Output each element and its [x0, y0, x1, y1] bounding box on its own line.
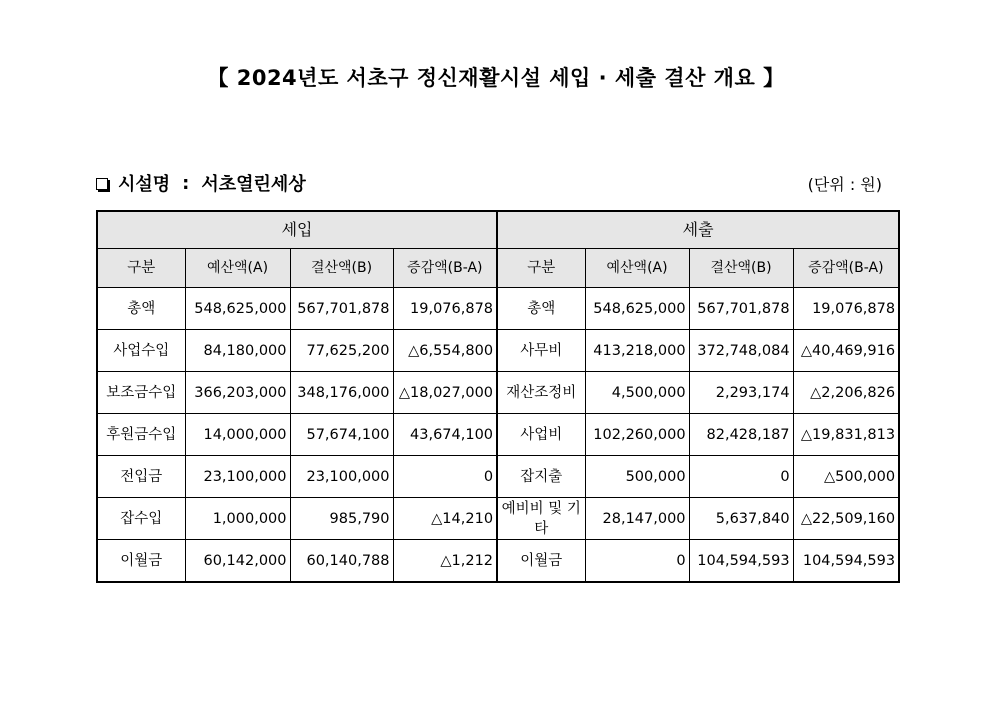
expenditure-budget: 0 [585, 540, 689, 583]
table-row [97, 372, 899, 414]
table-row [97, 330, 899, 372]
document-title: 【 2024년도 서초구 정신재활시설 세입 · 세출 결산 개요 】 [207, 66, 785, 90]
revenue-budget: 14,000,000 [185, 414, 290, 456]
expenditure-category: 사무비 [497, 330, 585, 372]
facility-separator: : [182, 172, 190, 194]
facility-name: 서초열린세상 [201, 174, 306, 195]
expenditure-settlement: 82,428,187 [689, 414, 793, 456]
revenue-change-header: 증감액(B-A) [393, 249, 497, 288]
revenue-category: 보조금수입 [97, 372, 185, 414]
checkbox-bullet-icon [96, 178, 108, 190]
expenditure-change: 104,594,593 [793, 540, 899, 583]
unit-label: (단위 : 원) [807, 175, 882, 194]
revenue-settlement: 60,140,788 [290, 540, 393, 583]
table-row [97, 456, 899, 498]
facility-label: 시설명 [118, 174, 171, 195]
revenue-settlement: 567,701,878 [290, 288, 393, 330]
expenditure-change: △19,831,813 [793, 414, 899, 456]
expenditure-budget: 500,000 [585, 456, 689, 498]
expenditure-budget: 102,260,000 [585, 414, 689, 456]
revenue-budget: 548,625,000 [185, 288, 290, 330]
expenditure-change: △500,000 [793, 456, 899, 498]
expenditure-settlement: 0 [689, 456, 793, 498]
expenditure-section-header: 세출 [497, 211, 899, 249]
expenditure-settlement: 372,748,084 [689, 330, 793, 372]
revenue-change: 43,674,100 [393, 414, 497, 456]
expenditure-settlement: 5,637,840 [689, 498, 793, 540]
revenue-budget: 84,180,000 [185, 330, 290, 372]
expenditure-budget: 4,500,000 [585, 372, 689, 414]
column-header-row [97, 249, 899, 288]
revenue-change: △6,554,800 [393, 330, 497, 372]
section-header-row [97, 211, 899, 249]
revenue-budget: 366,203,000 [185, 372, 290, 414]
expenditure-settlement-header: 결산액(B) [689, 249, 793, 288]
revenue-category: 사업수입 [97, 330, 185, 372]
expenditure-budget: 28,147,000 [585, 498, 689, 540]
expenditure-settlement: 567,701,878 [689, 288, 793, 330]
revenue-settlement: 77,625,200 [290, 330, 393, 372]
expenditure-category: 재산조정비 [497, 372, 585, 414]
revenue-settlement: 348,176,000 [290, 372, 393, 414]
revenue-budget-header: 예산액(A) [185, 249, 290, 288]
revenue-category: 전입금 [97, 456, 185, 498]
expenditure-settlement: 104,594,593 [689, 540, 793, 583]
table-row [97, 498, 899, 540]
revenue-settlement-header: 결산액(B) [290, 249, 393, 288]
budget-settlement-table [96, 210, 900, 583]
revenue-settlement: 57,674,100 [290, 414, 393, 456]
expenditure-budget: 548,625,000 [585, 288, 689, 330]
revenue-budget: 60,142,000 [185, 540, 290, 583]
expenditure-category: 예비비 및 기타 [497, 498, 585, 540]
expenditure-category-header: 구분 [497, 249, 585, 288]
revenue-settlement: 985,790 [290, 498, 393, 540]
expenditure-budget-header: 예산액(A) [585, 249, 689, 288]
revenue-change: △18,027,000 [393, 372, 497, 414]
revenue-settlement: 23,100,000 [290, 456, 393, 498]
revenue-change: △14,210 [393, 498, 497, 540]
revenue-category: 잡수입 [97, 498, 185, 540]
revenue-change: △1,212 [393, 540, 497, 583]
revenue-budget: 23,100,000 [185, 456, 290, 498]
revenue-category: 총액 [97, 288, 185, 330]
table-row [97, 540, 899, 583]
revenue-budget: 1,000,000 [185, 498, 290, 540]
expenditure-budget: 413,218,000 [585, 330, 689, 372]
expenditure-change: △22,509,160 [793, 498, 899, 540]
table-row [97, 288, 899, 330]
revenue-change: 19,076,878 [393, 288, 497, 330]
revenue-category-header: 구분 [97, 249, 185, 288]
expenditure-change: △40,469,916 [793, 330, 899, 372]
expenditure-change-header: 증감액(B-A) [793, 249, 899, 288]
revenue-change: 0 [393, 456, 497, 498]
expenditure-settlement: 2,293,174 [689, 372, 793, 414]
expenditure-category: 이월금 [497, 540, 585, 583]
facility-heading [96, 170, 306, 196]
expenditure-category: 총액 [497, 288, 585, 330]
expenditure-change: △2,206,826 [793, 372, 899, 414]
expenditure-change: 19,076,878 [793, 288, 899, 330]
revenue-category: 후원금수입 [97, 414, 185, 456]
expenditure-category: 사업비 [497, 414, 585, 456]
revenue-section-header: 세입 [97, 211, 497, 249]
revenue-category: 이월금 [97, 540, 185, 583]
table-row [97, 414, 899, 456]
expenditure-category: 잡지출 [497, 456, 585, 498]
